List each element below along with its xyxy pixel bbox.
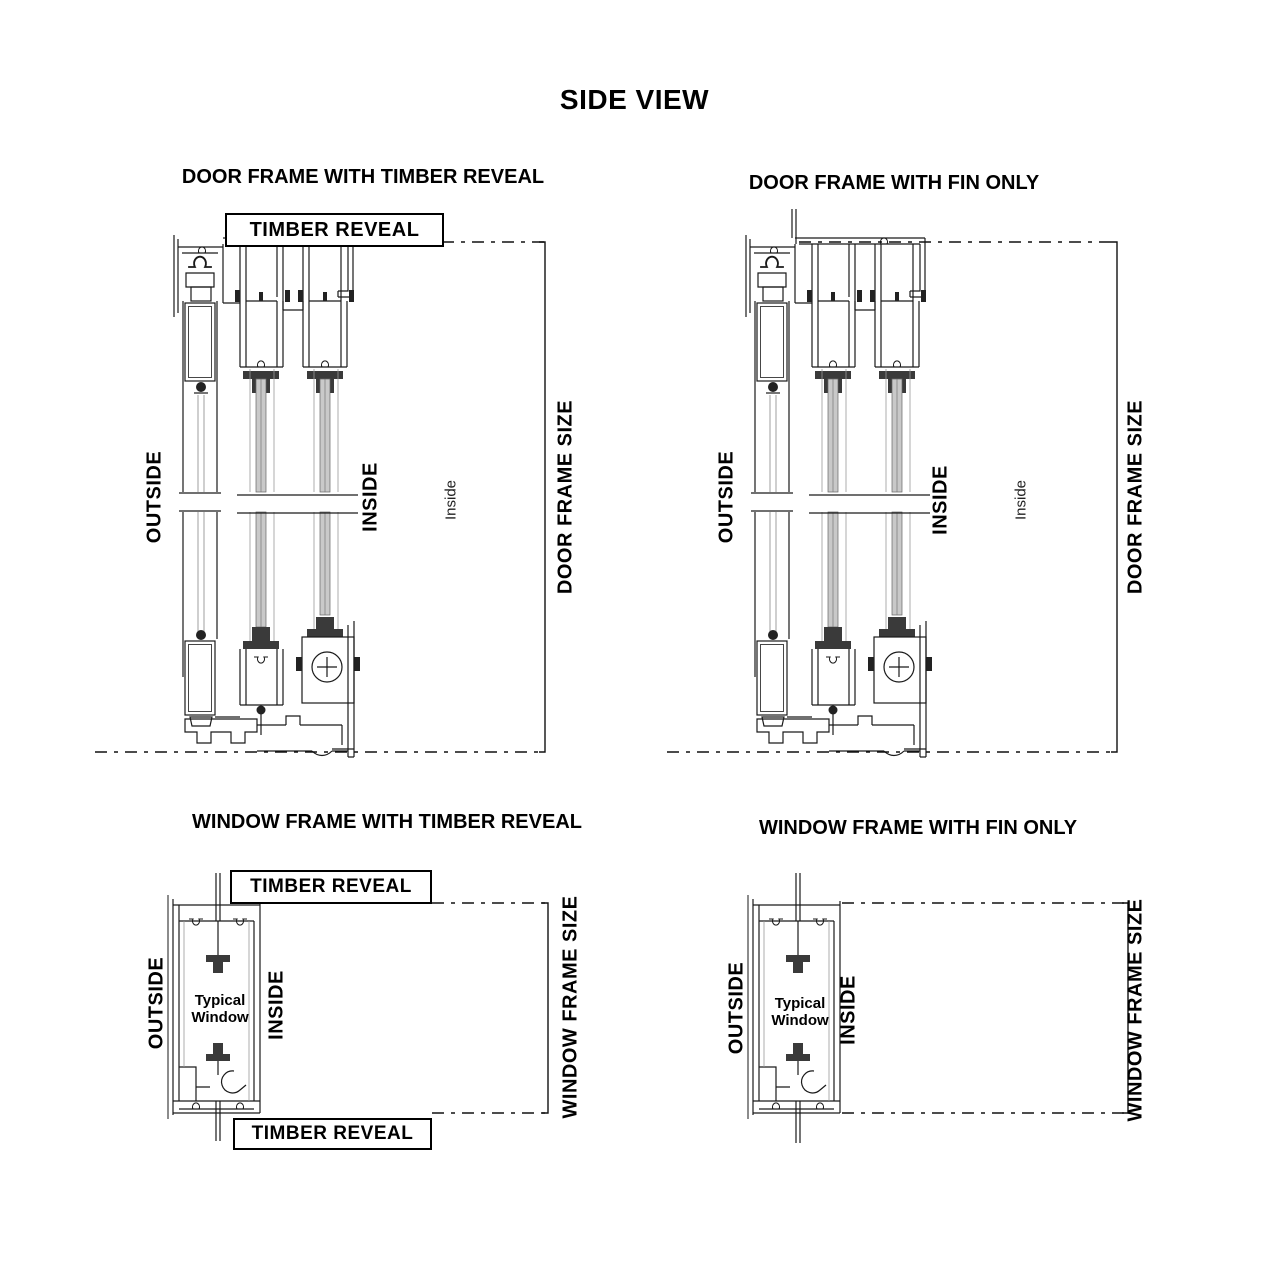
door-frame-size-label: DOOR FRAME SIZE — [1124, 399, 1147, 595]
outside-label: OUTSIDE — [715, 450, 738, 544]
timber-reveal-box: TIMBER REVEAL — [225, 213, 444, 247]
dimension-bracket — [539, 242, 545, 752]
inside-label: INSIDE — [929, 465, 952, 535]
fixing-fin-bottom — [796, 1113, 800, 1143]
door-frame-size-label: DOOR FRAME SIZE — [554, 399, 577, 595]
heading-door-timber-reveal: DOOR FRAME WITH TIMBER REVEAL — [181, 166, 545, 188]
inside-note: Inside — [1012, 479, 1030, 521]
outside-label: OUTSIDE — [725, 961, 748, 1055]
fixing-fin — [792, 209, 796, 244]
inside-label: INSIDE — [265, 970, 288, 1040]
window-frame-size-label: WINDOW FRAME SIZE — [559, 895, 582, 1119]
heading-door-fin-only: DOOR FRAME WITH FIN ONLY — [748, 172, 1040, 194]
heading-window-timber-reveal: WINDOW FRAME WITH TIMBER REVEAL — [192, 811, 582, 833]
inside-label: INSIDE — [837, 975, 860, 1045]
outside-label: OUTSIDE — [143, 450, 166, 544]
heading-window-fin-only: WINDOW FRAME WITH FIN ONLY — [758, 817, 1078, 839]
dimension-bracket — [1111, 242, 1117, 752]
timber-reveal-box-bottom: TIMBER REVEAL — [233, 1118, 432, 1150]
window-frame-size-label: WINDOW FRAME SIZE — [1124, 898, 1147, 1122]
fixing-fin-bottom — [216, 1113, 220, 1141]
fixing-fin-top — [216, 873, 220, 905]
typical-window-note: Typical Window — [191, 991, 249, 1026]
outside-label: OUTSIDE — [145, 956, 168, 1050]
fixing-fin-top — [796, 873, 800, 905]
inside-label: INSIDE — [359, 462, 382, 532]
inside-note: Inside — [442, 479, 460, 521]
typical-window-note: Typical Window — [771, 994, 829, 1029]
timber-reveal-box-top: TIMBER REVEAL — [230, 870, 432, 904]
dimension-bracket — [542, 903, 548, 1113]
page-title: SIDE VIEW — [559, 84, 710, 115]
